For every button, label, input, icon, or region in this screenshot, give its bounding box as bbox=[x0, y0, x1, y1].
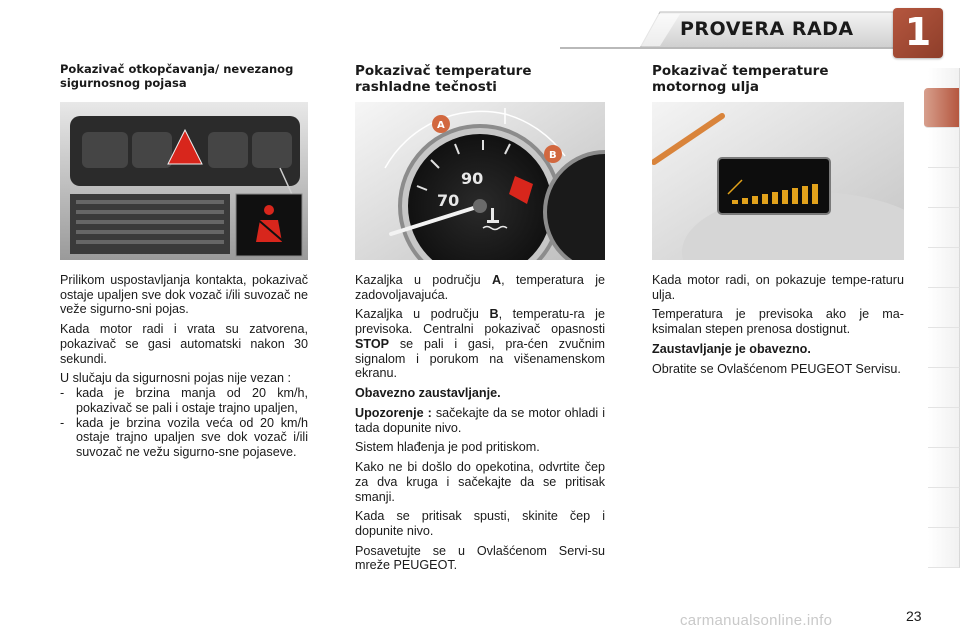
oil-temp-display-illustration bbox=[652, 102, 904, 260]
page-title: PROVERA RADA bbox=[680, 18, 854, 40]
chapter-tab[interactable] bbox=[928, 288, 960, 328]
paragraph: Kada se pritisak spusti, skinite čep i dopunite nivo. bbox=[355, 509, 605, 539]
paragraph: U slučaju da sigurnosni pojas nije vezan : bbox=[60, 371, 292, 386]
coolant-text bbox=[355, 273, 605, 578]
chapter-badge bbox=[893, 8, 943, 58]
paragraph: Kazaljka u području B, temperatu-ra je previsoka. Centralni pokazivač opasnosti STOP se pali i gasi, pra-ćen zvučnim signalom i porukom na višenamenskom ekranu. bbox=[355, 307, 605, 381]
paragraph: Temperatura je previsoka ako je ma-ksimalan stepen prenosa dostignut. bbox=[652, 307, 904, 337]
chapter-tabs bbox=[928, 68, 960, 578]
list-dash: - bbox=[60, 415, 65, 430]
chapter-number: 1 bbox=[904, 10, 932, 54]
paragraph: Obratite se Ovlašćenom PEUGEOT Servisu. bbox=[652, 361, 901, 376]
paragraph: Posavetujte se u Ovlašćenom Servi-su mreže PEUGEOT. bbox=[355, 543, 605, 573]
oil-temp-text bbox=[652, 273, 904, 381]
chapter-tab[interactable] bbox=[928, 168, 960, 208]
paragraph: Upozorenje : sačekajte da se motor ohladi i tada dopunite nivo. bbox=[355, 405, 606, 435]
chapter-tab[interactable] bbox=[928, 208, 960, 248]
gauge-label-a: A bbox=[437, 120, 445, 131]
chapter-tab[interactable] bbox=[928, 248, 960, 288]
paragraph: Kako ne bi došlo do opekotina, odvrtite čep za dva kruga i sačekajte da se pritisak smanji. bbox=[355, 460, 605, 504]
list-item bbox=[60, 416, 308, 460]
chapter-tab[interactable] bbox=[928, 528, 960, 568]
gauge-tick-90: 90 bbox=[461, 169, 484, 188]
oil-temp-heading: Pokazivač temperature motornog ulja bbox=[652, 63, 829, 96]
gauge-label-b: B bbox=[549, 150, 557, 161]
seatbelt-heading: Pokazivač otkopčavanja/ nevezanog sigurnosnog pojasa bbox=[60, 62, 294, 90]
watermark: carmanualsonline.info bbox=[680, 612, 833, 629]
paragraph: Kada motor radi, on pokazuje tempe-raturu ulja. bbox=[652, 273, 904, 302]
chapter-tab[interactable] bbox=[928, 368, 960, 408]
seatbelt-warning-illustration bbox=[60, 102, 308, 260]
coolant-gauge-illustration bbox=[355, 102, 605, 260]
list-item bbox=[60, 386, 308, 415]
seatbelt-text bbox=[60, 273, 308, 460]
paragraph: Prilikom uspostavljanja kontakta, pokazivač ostaje upaljen sve dok vozač i/ili suvozač ne veže sigurno-sni pojas. bbox=[60, 273, 308, 317]
paragraph: Obavezno zaustavljanje. bbox=[355, 386, 501, 401]
chapter-tab[interactable] bbox=[928, 128, 960, 168]
chapter-tab-active[interactable] bbox=[924, 88, 960, 128]
paragraph: Kada motor radi i vrata su zatvorena, pokazivač se gasi automatski nakon 30 sekundi. bbox=[60, 322, 308, 366]
chapter-tab[interactable] bbox=[928, 408, 960, 448]
list-item-text: kada je brzina vozila veća od 20 km/h ostaje trajno upaljen sve dok vozač i/ili suvozač ne vežu sigurno-sne pojaseve. bbox=[76, 415, 308, 460]
list-item-text: kada je brzina manja od 20 km/h, pokazivač se pali i ostaje trajno upaljen, bbox=[76, 386, 308, 415]
paragraph: Zaustavljanje je obavezno. bbox=[652, 341, 811, 356]
paragraph: Kazaljka u području A, temperatura je zadovoljavajuća. bbox=[355, 273, 605, 302]
paragraph: Sistem hlađenja je pod pritiskom. bbox=[355, 440, 540, 455]
list-dash: - bbox=[60, 386, 65, 401]
gauge-tick-70: 70 bbox=[437, 191, 460, 210]
page-number: 23 bbox=[906, 608, 922, 624]
coolant-heading: Pokazivač temperature rashladne tečnosti bbox=[355, 63, 532, 96]
chapter-tab[interactable] bbox=[928, 328, 960, 368]
chapter-tab[interactable] bbox=[928, 488, 960, 528]
chapter-tab[interactable] bbox=[928, 448, 960, 488]
